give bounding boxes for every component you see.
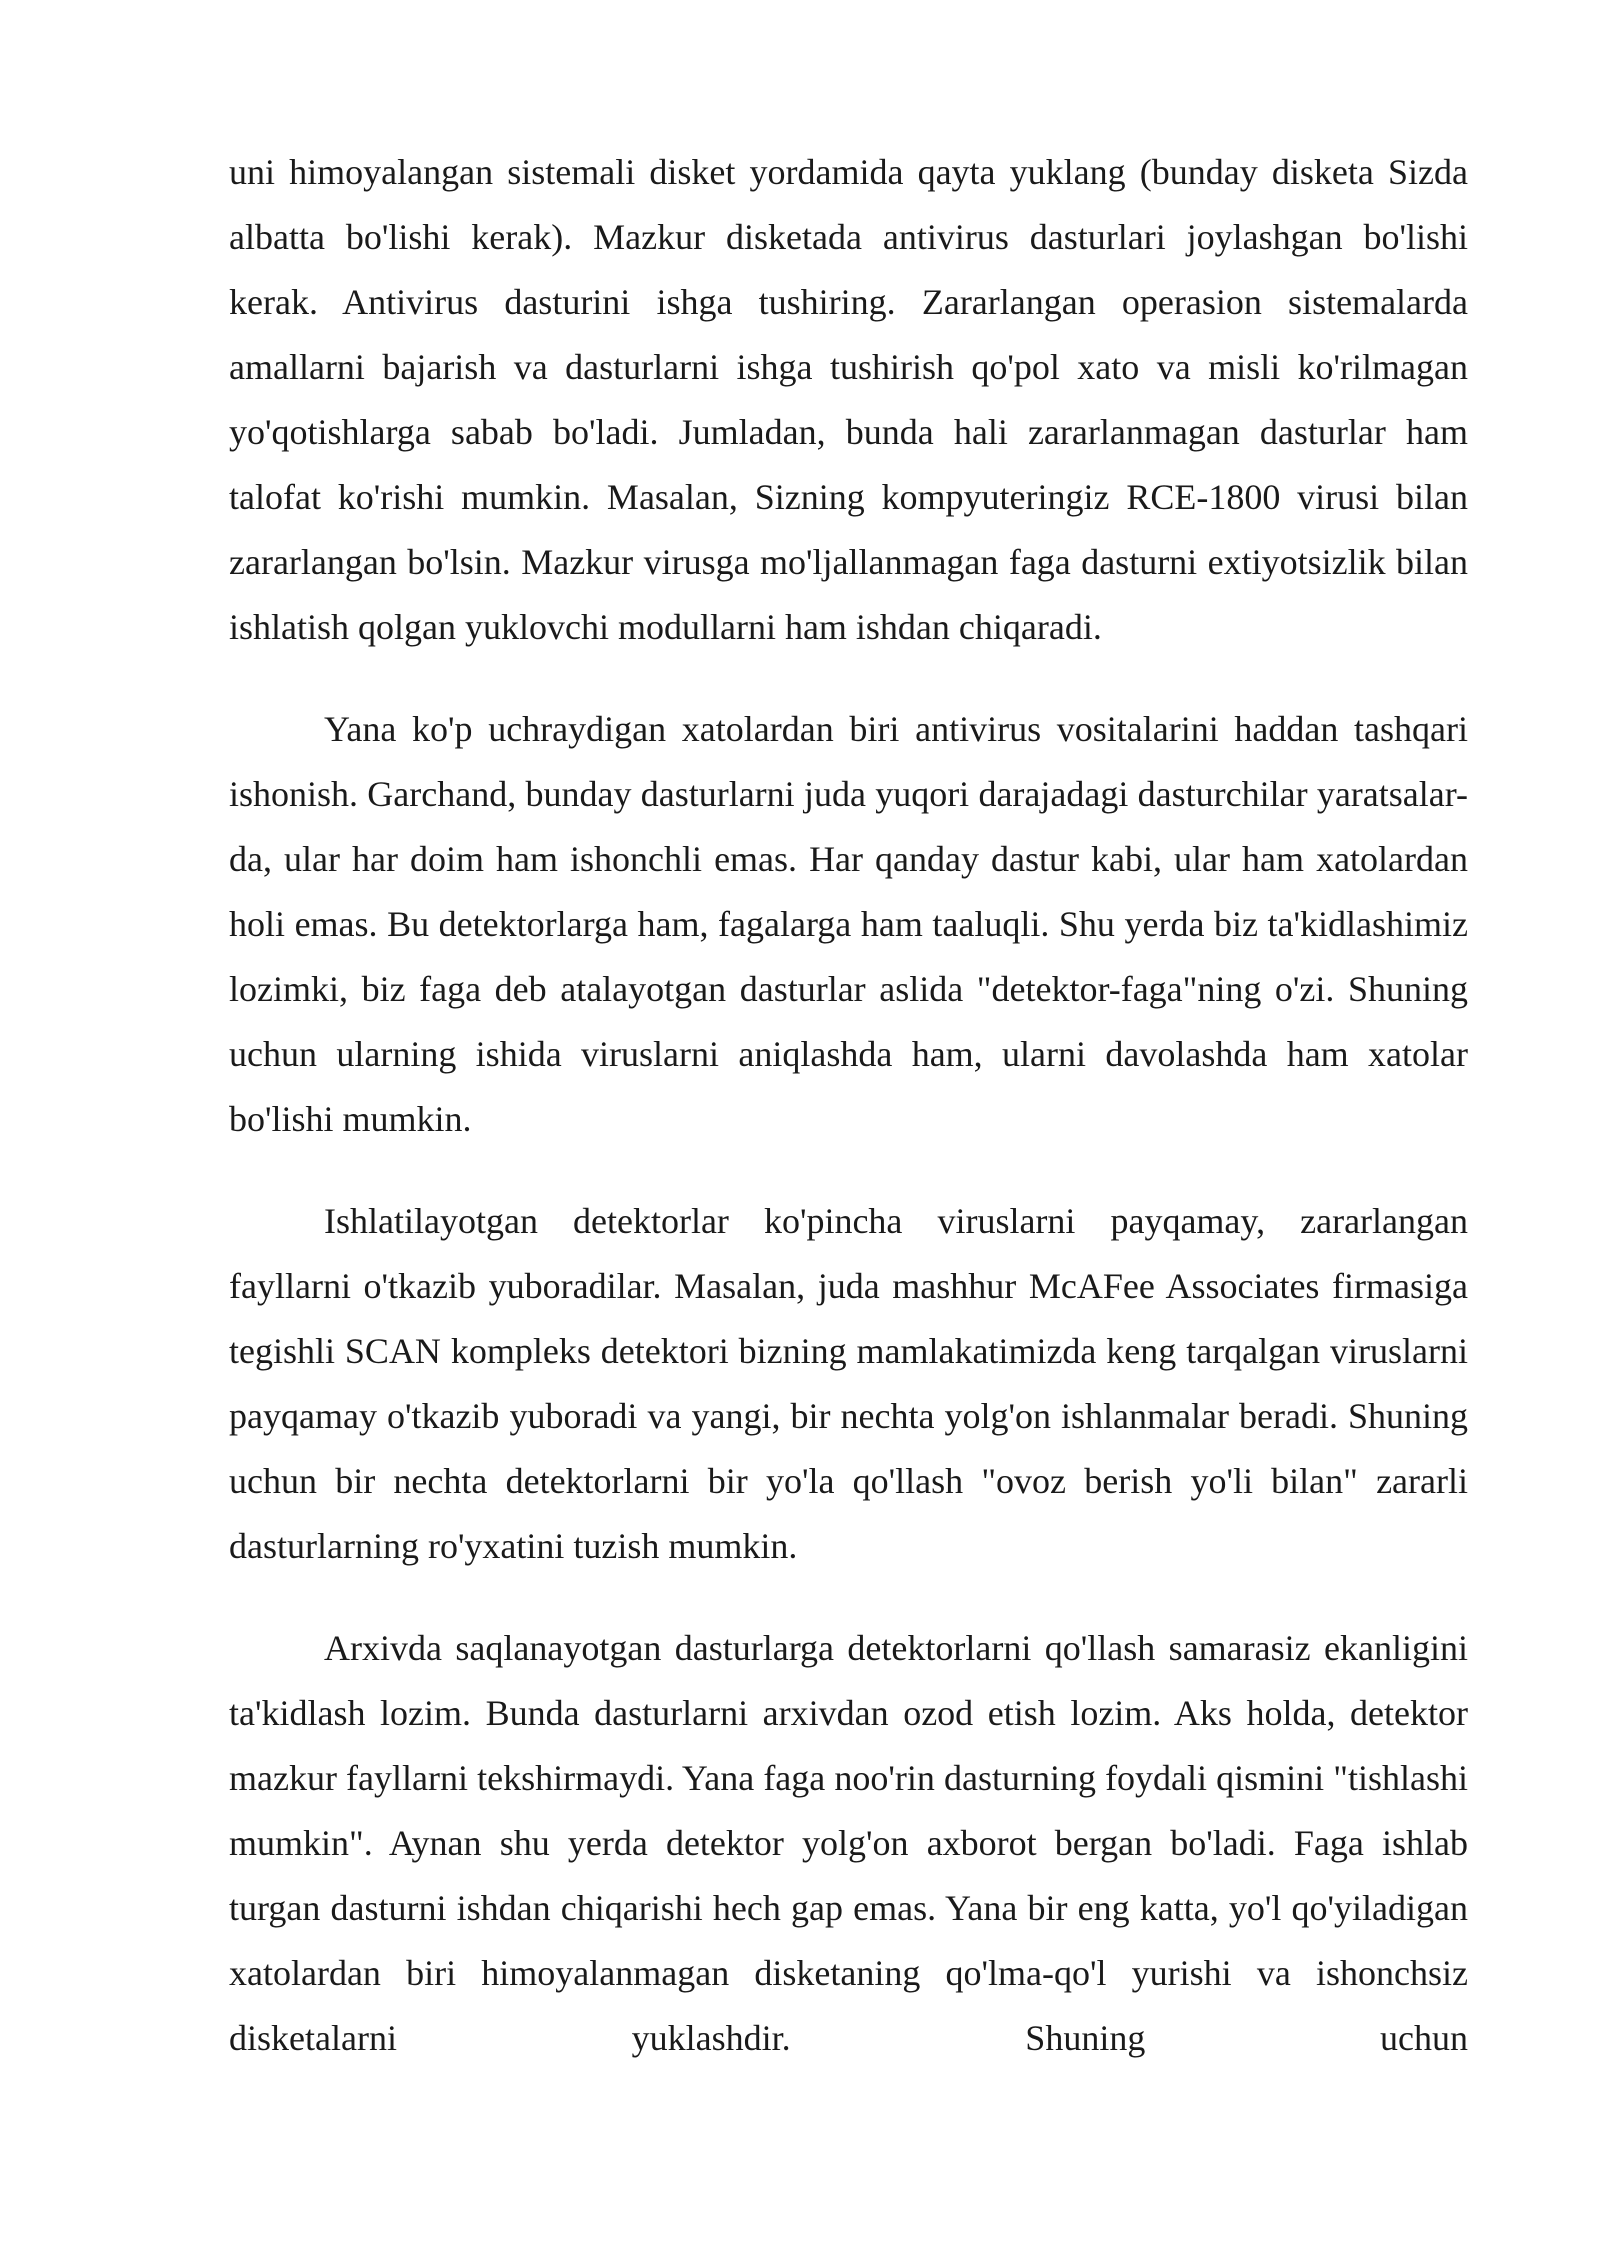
paragraph-3: Ishlatilayotgan detektorlar ko'pincha viruslarni payqamay, zararlangan fayllarni o'tkazib yuboradilar. Masalan, juda mashhur McAFee Associates firmasiga tegishli SCAN kompleks detektori bizning mamlakatimizda keng tarqalgan viruslarni payqamay o'tkazib yuboradi va yangi, bir nechta yolg'on ishlanmalar beradi. Shuning uchun bir nechta detektorlarni bir yo'la qo'llash "ovoz berish yo'li bilan" zararli dasturlarning ro'yxatini tuzish mumkin.: [229, 1201, 1468, 1566]
paragraph-1: uni himoyalangan sistemali disket yordamida qayta yuklang (bunday disketa Sizda albatta bo'lishi kerak). Mazkur disketada antivirus dasturlari joylashgan bo'lishi kerak. Antivirus dasturini ishga tushiring. Zararlangan operasion sistemalarda amallarni bajarish va dasturlarni ishga tushirish qo'pol xato va misli ko'rilmagan yo'qotishlarga sabab bo'ladi. Jumladan, bunda hali zararlanmagan dasturlar ham talofat ko'rishi mumkin. Masalan, Sizning kompyuteringiz RCE-1800 virusi bilan zararlangan bo'lsin. Mazkur virusga mo'ljallanmagan faga dasturni extiyotsizlik bilan ishlatish qolgan yuklovchi modullarni ham ishdan chiqaradi.: [229, 152, 1468, 647]
paragraph-2: Yana ko'p uchraydigan xatolardan biri antivirus vositalarini haddan tashqari ishonish. Garchand, bunday dasturlarni juda yuqori darajadagi dasturchilar yaratsalar-da, ular har doim ham ishonchli emas. Har qanday dastur kabi, ular ham xatolardan holi emas. Bu detektorlarga ham, fagalarga ham taaluqli. Shu yerda biz ta'kidlashimiz lozimki, biz faga deb atalayotgan dasturlar aslida "detektor-faga"ning o'zi. Shuning uchun ularning ishida viruslarni aniqlashda ham, ularni davolashda ham xatolar bo'lishi mumkin.: [229, 709, 1468, 1139]
document-body: [229, 140, 1468, 2071]
paragraph-4: Arxivda saqlanayotgan dasturlarga detektorlarni qo'llash samarasiz ekanligini ta'kidlash lozim. Bunda dasturlarni arxivdan ozod etish lozim. Aks holda, detektor mazkur fayllarni tekshirmaydi. Yana faga noo'rin dasturning foydali qismini "tishlashi mumkin". Aynan shu yerda detektor yolg'on axborot bergan bo'ladi. Faga ishlab turgan dasturni ishdan chiqarishi hech gap emas. Yana bir eng katta, yo'l qo'yiladigan xatolardan biri himoyalanmagan disketaning qo'lma-qo'l yurishi va ishonchsiz disketalarni yuklashdir. Shuning uchun: [229, 1628, 1468, 2058]
